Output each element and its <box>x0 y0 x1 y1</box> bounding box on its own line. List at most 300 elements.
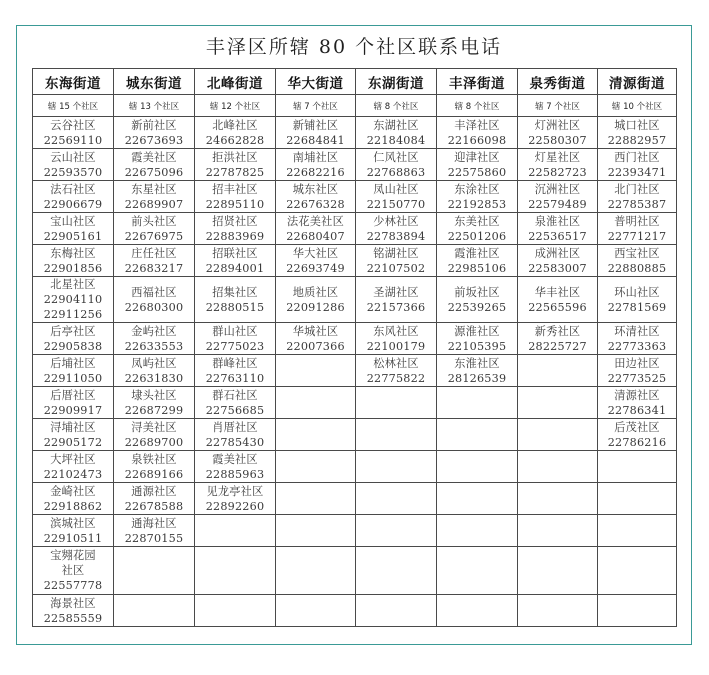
community-name: 普明社区 <box>614 214 660 228</box>
table-row <box>33 181 677 213</box>
column-header: 泉秀街道 <box>518 69 598 95</box>
community-cell <box>114 277 195 323</box>
phone-number: 22678588 <box>124 499 184 513</box>
community-cell <box>356 387 437 419</box>
community-cell <box>276 277 356 323</box>
community-name: 田边社区 <box>614 356 660 370</box>
community-cell <box>195 277 276 323</box>
community-name: 东涂社区 <box>454 182 500 196</box>
community-entry <box>598 356 676 386</box>
community-cell <box>518 595 598 627</box>
phone-number: 22684841 <box>286 133 345 147</box>
community-cell <box>598 245 677 277</box>
community-name: 东淮社区 <box>454 356 500 370</box>
community-entry <box>356 182 436 212</box>
community-cell <box>598 355 677 387</box>
community-cell <box>114 245 195 277</box>
community-cell <box>518 245 598 277</box>
community-name: 北峰社区 <box>212 118 258 132</box>
community-name: 西福社区 <box>131 285 177 299</box>
community-cell <box>114 181 195 213</box>
community-name: 地质社区 <box>292 285 339 299</box>
phone-number: 22906679 <box>43 197 103 211</box>
community-cell <box>276 149 356 181</box>
community-entry <box>195 356 275 386</box>
community-name: 成洲社区 <box>534 246 581 260</box>
phone-number: 22689700 <box>124 435 184 449</box>
community-entry <box>33 548 113 593</box>
count-row <box>33 95 677 117</box>
community-name: 灯星社区 <box>534 150 581 164</box>
community-count: 辖 13 个社区 <box>114 95 195 117</box>
community-cell <box>114 547 195 595</box>
community-entry <box>356 356 436 386</box>
phone-number: 22569110 <box>43 133 103 147</box>
community-name: 源淮社区 <box>454 324 500 338</box>
community-entry <box>598 388 676 418</box>
community-cell <box>276 213 356 245</box>
community-cell <box>195 451 276 483</box>
community-cell <box>33 595 114 627</box>
phone-number: 22676328 <box>286 197 345 211</box>
community-name: 新前社区 <box>131 118 177 132</box>
community-name: 南埔社区 <box>292 150 339 164</box>
community-name: 后埔社区 <box>50 356 96 370</box>
community-entry <box>598 246 676 276</box>
community-cell <box>276 451 356 483</box>
phone-number: 22892260 <box>205 499 265 513</box>
community-cell <box>276 483 356 515</box>
community-cell <box>356 245 437 277</box>
phone-number: 22787825 <box>205 165 265 179</box>
community-cell <box>114 515 195 547</box>
community-name: 丰泽社区 <box>454 118 500 132</box>
community-entry <box>356 246 436 276</box>
community-cell <box>356 117 437 149</box>
community-name: 东美社区 <box>454 214 500 228</box>
community-cell <box>195 595 276 627</box>
community-cell <box>33 277 114 323</box>
phone-number: 22870155 <box>124 531 184 545</box>
community-name: 前坂社区 <box>454 285 500 299</box>
community-cell <box>598 213 677 245</box>
community-entry <box>356 118 436 148</box>
community-entry <box>276 285 355 315</box>
phone-number: 22985106 <box>447 261 507 275</box>
community-cell <box>195 117 276 149</box>
community-cell <box>195 419 276 451</box>
community-cell <box>437 387 518 419</box>
phone-number: 22557778 <box>43 579 103 592</box>
community-name: 肖厝社区 <box>212 420 258 434</box>
community-entry <box>276 150 355 180</box>
community-name: 霞美社区 <box>131 150 177 164</box>
phone-number: 22102473 <box>43 467 103 481</box>
community-entry <box>276 118 355 148</box>
community-entry <box>33 388 113 418</box>
community-cell <box>33 117 114 149</box>
community-name: 华丰社区 <box>534 285 581 299</box>
phone-number: 28126539 <box>447 371 507 385</box>
community-entry <box>33 324 113 354</box>
phone-number: 22781569 <box>607 300 667 314</box>
community-cell <box>33 387 114 419</box>
community-cell <box>518 451 598 483</box>
community-entry <box>114 516 194 546</box>
community-cell <box>437 547 518 595</box>
community-entry <box>195 214 275 244</box>
community-cell <box>518 355 598 387</box>
phone-number: 22693749 <box>286 261 345 275</box>
community-entry <box>33 182 113 212</box>
phone-number: 22583007 <box>528 261 587 275</box>
phone-number: 22501206 <box>447 229 507 243</box>
community-name: 华城社区 <box>292 324 339 338</box>
community-name: 见龙亭社区 <box>206 484 264 498</box>
community-name: 沉洲社区 <box>534 182 581 196</box>
community-name: 云谷社区 <box>50 118 96 132</box>
column-header: 北峰街道 <box>195 69 276 95</box>
community-name: 泉淮社区 <box>534 214 581 228</box>
phone-number: 22673693 <box>124 133 184 147</box>
community-entry <box>195 285 275 315</box>
community-cell <box>518 323 598 355</box>
community-name: 迎津社区 <box>454 150 500 164</box>
community-cell <box>518 181 598 213</box>
phone-number: 22885963 <box>205 467 265 481</box>
table-row <box>33 419 677 451</box>
community-entry <box>195 246 275 276</box>
community-cell <box>356 149 437 181</box>
community-entry <box>598 182 676 212</box>
community-name: 凤屿社区 <box>131 356 177 370</box>
community-cell <box>356 355 437 387</box>
community-entry <box>114 182 194 212</box>
phone-number: 22593570 <box>43 165 103 179</box>
community-cell <box>114 483 195 515</box>
phone-number: 22775822 <box>366 371 426 385</box>
community-cell <box>437 515 518 547</box>
phone-number: 22783894 <box>366 229 426 243</box>
community-cell <box>518 387 598 419</box>
community-name: 后亭社区 <box>50 324 96 338</box>
phone-number: 22565596 <box>528 300 587 314</box>
community-entry <box>33 596 113 626</box>
community-entry <box>276 182 355 212</box>
phone-number: 22880515 <box>205 300 265 314</box>
community-name: 西门社区 <box>614 150 660 164</box>
phone-number: 22100179 <box>366 339 426 353</box>
community-cell <box>114 387 195 419</box>
phone-number: 22905172 <box>43 435 103 449</box>
community-count: 辖 12 个社区 <box>195 95 276 117</box>
phone-number: 22918862 <box>43 499 103 513</box>
community-entry <box>598 214 676 244</box>
community-cell <box>598 323 677 355</box>
phone-number: 22582723 <box>528 165 587 179</box>
table-row <box>33 277 677 323</box>
phone-number: 22680300 <box>124 300 184 314</box>
contact-table <box>32 68 677 627</box>
community-cell <box>437 149 518 181</box>
phone-number: 22157366 <box>366 300 426 314</box>
community-cell <box>33 149 114 181</box>
community-name: 东湖社区 <box>373 118 419 132</box>
community-cell <box>598 277 677 323</box>
community-cell <box>114 149 195 181</box>
community-cell <box>114 213 195 245</box>
community-entry <box>114 388 194 418</box>
community-name: 群峰社区 <box>212 356 258 370</box>
community-cell <box>598 387 677 419</box>
community-entry <box>195 182 275 212</box>
community-cell <box>518 149 598 181</box>
community-entry <box>518 182 597 212</box>
community-name: 庄任社区 <box>131 246 177 260</box>
community-cell <box>33 419 114 451</box>
community-name: 霞美社区 <box>212 452 258 466</box>
community-entry <box>437 356 517 386</box>
phone-number: 22676975 <box>124 229 184 243</box>
community-entry <box>276 246 355 276</box>
community-name: 宝山社区 <box>50 214 96 228</box>
phone-number: 22580307 <box>528 133 587 147</box>
community-name: 清源社区 <box>614 388 660 402</box>
community-entry <box>114 356 194 386</box>
phone-number: 22768863 <box>366 165 426 179</box>
community-cell <box>276 419 356 451</box>
phone-number: 22633553 <box>124 339 184 353</box>
community-entry <box>114 118 194 148</box>
phone-number: 22575860 <box>447 165 507 179</box>
community-name: 东风社区 <box>373 324 419 338</box>
community-count: 辖 8 个社区 <box>356 95 437 117</box>
community-entry <box>114 285 194 315</box>
table-row <box>33 149 677 181</box>
community-cell <box>276 323 356 355</box>
phone-number: 22091286 <box>286 300 345 314</box>
community-cell <box>598 483 677 515</box>
phone-number: 22184084 <box>366 133 426 147</box>
community-entry <box>33 452 113 482</box>
community-name: 环山社区 <box>614 285 660 299</box>
phone-number: 22585559 <box>43 611 103 625</box>
community-entry <box>33 356 113 386</box>
community-entry <box>598 118 676 148</box>
phone-number: 22682216 <box>286 165 345 179</box>
community-name: 北星社区 <box>50 278 96 291</box>
community-entry <box>437 324 517 354</box>
community-cell <box>518 277 598 323</box>
community-entry <box>598 324 676 354</box>
column-header: 东湖街道 <box>356 69 437 95</box>
community-cell <box>518 547 598 595</box>
phone-number: 22107502 <box>366 261 426 275</box>
community-entry <box>33 484 113 514</box>
community-name: 浔埔社区 <box>50 420 96 434</box>
community-cell <box>437 117 518 149</box>
phone-number: 22771217 <box>607 229 667 243</box>
community-cell <box>114 323 195 355</box>
column-header: 东海街道 <box>33 69 114 95</box>
community-name: 招集社区 <box>212 285 258 299</box>
community-name: 拒洪社区 <box>212 150 258 164</box>
phone-number: 22911050 <box>43 371 103 385</box>
community-cell <box>33 547 114 595</box>
community-name: 华大社区 <box>292 246 339 260</box>
community-entry <box>276 214 355 244</box>
community-name: 新铺社区 <box>292 118 339 132</box>
community-name: 泉铁社区 <box>131 452 177 466</box>
community-name: 金屿社区 <box>131 324 177 338</box>
phone-number: 22909917 <box>43 403 103 417</box>
community-name: 城东社区 <box>292 182 339 196</box>
community-entry <box>356 150 436 180</box>
community-cell <box>195 483 276 515</box>
community-name: 社区 <box>61 564 85 577</box>
community-cell <box>356 483 437 515</box>
phone-number: 22786341 <box>607 403 667 417</box>
phone-number: 22536517 <box>528 229 587 243</box>
phone-number: 22150770 <box>366 197 426 211</box>
community-cell <box>33 451 114 483</box>
community-count: 辖 10 个社区 <box>598 95 677 117</box>
community-name: 埭头社区 <box>131 388 177 402</box>
phone-number: 22785430 <box>205 435 265 449</box>
community-entry <box>33 214 113 244</box>
community-entry <box>114 150 194 180</box>
community-entry <box>33 150 113 180</box>
community-entry <box>437 214 517 244</box>
community-cell <box>276 181 356 213</box>
table-row <box>33 595 677 627</box>
community-cell <box>356 451 437 483</box>
table-row <box>33 387 677 419</box>
community-cell <box>598 117 677 149</box>
phone-number: 22773363 <box>607 339 667 353</box>
community-entry <box>518 214 597 244</box>
community-cell <box>114 451 195 483</box>
phone-number: 28225727 <box>528 339 587 353</box>
community-name: 仁风社区 <box>373 150 419 164</box>
community-cell <box>33 515 114 547</box>
community-name: 城口社区 <box>614 118 660 132</box>
community-entry <box>195 324 275 354</box>
community-cell <box>33 181 114 213</box>
phone-number: 22689166 <box>124 467 184 481</box>
community-cell <box>33 213 114 245</box>
community-entry <box>518 150 597 180</box>
community-cell <box>195 547 276 595</box>
community-name: 滨城社区 <box>50 516 96 530</box>
community-cell <box>276 245 356 277</box>
community-entry <box>33 516 113 546</box>
community-entry <box>518 285 597 315</box>
community-cell <box>276 515 356 547</box>
community-name: 招贤社区 <box>212 214 258 228</box>
community-name: 凤山社区 <box>373 182 419 196</box>
phone-number: 22882957 <box>607 133 667 147</box>
community-name: 后厝社区 <box>50 388 96 402</box>
community-name: 西宝社区 <box>614 246 660 260</box>
table-row <box>33 117 677 149</box>
community-cell <box>195 245 276 277</box>
community-cell <box>356 277 437 323</box>
community-entry <box>356 285 436 315</box>
community-cell <box>518 117 598 149</box>
community-name: 灯洲社区 <box>534 118 581 132</box>
phone-number: 22785387 <box>607 197 667 211</box>
community-cell <box>437 419 518 451</box>
community-name: 东星社区 <box>131 182 177 196</box>
community-cell <box>437 277 518 323</box>
community-cell <box>33 483 114 515</box>
community-name: 通海社区 <box>131 516 177 530</box>
community-name: 松林社区 <box>373 356 419 370</box>
community-count: 辖 7 个社区 <box>518 95 598 117</box>
community-entry <box>518 324 597 354</box>
community-cell <box>195 387 276 419</box>
community-entry <box>437 150 517 180</box>
community-entry <box>437 285 517 315</box>
table-row <box>33 245 677 277</box>
community-name: 海景社区 <box>50 596 96 610</box>
community-cell <box>356 419 437 451</box>
community-count: 辖 15 个社区 <box>33 95 114 117</box>
community-name: 群山社区 <box>212 324 258 338</box>
phone-number: 22910511 <box>43 531 103 545</box>
table-row <box>33 483 677 515</box>
phone-number: 24662828 <box>205 133 265 147</box>
community-cell <box>114 595 195 627</box>
community-entry <box>114 420 194 450</box>
community-entry <box>114 484 194 514</box>
community-entry <box>114 324 194 354</box>
community-cell <box>598 149 677 181</box>
column-header: 清源街道 <box>598 69 677 95</box>
phone-number: 22763110 <box>205 371 265 385</box>
community-cell <box>356 595 437 627</box>
phone-number: 22007366 <box>286 339 345 353</box>
phone-number: 22105395 <box>447 339 507 353</box>
community-name: 群石社区 <box>212 388 258 402</box>
phone-number: 22756685 <box>205 403 265 417</box>
table-row <box>33 213 677 245</box>
phone-number: 22539265 <box>447 300 507 314</box>
community-entry <box>33 277 113 322</box>
community-count: 辖 8 个社区 <box>437 95 518 117</box>
community-name: 前头社区 <box>131 214 177 228</box>
community-count: 辖 7 个社区 <box>276 95 356 117</box>
community-cell <box>356 213 437 245</box>
column-header: 城东街道 <box>114 69 195 95</box>
community-entry <box>518 246 597 276</box>
community-name: 宝翙花园 <box>50 549 96 562</box>
community-entry <box>195 388 275 418</box>
phone-number: 22689907 <box>124 197 184 211</box>
community-cell <box>33 355 114 387</box>
community-entry <box>33 118 113 148</box>
community-name: 招丰社区 <box>212 182 258 196</box>
community-cell <box>33 245 114 277</box>
phone-number: 22687299 <box>124 403 184 417</box>
community-cell <box>356 323 437 355</box>
community-entry <box>598 420 676 450</box>
community-cell <box>598 595 677 627</box>
community-entry <box>598 285 676 315</box>
column-header: 丰泽街道 <box>437 69 518 95</box>
community-cell <box>195 515 276 547</box>
